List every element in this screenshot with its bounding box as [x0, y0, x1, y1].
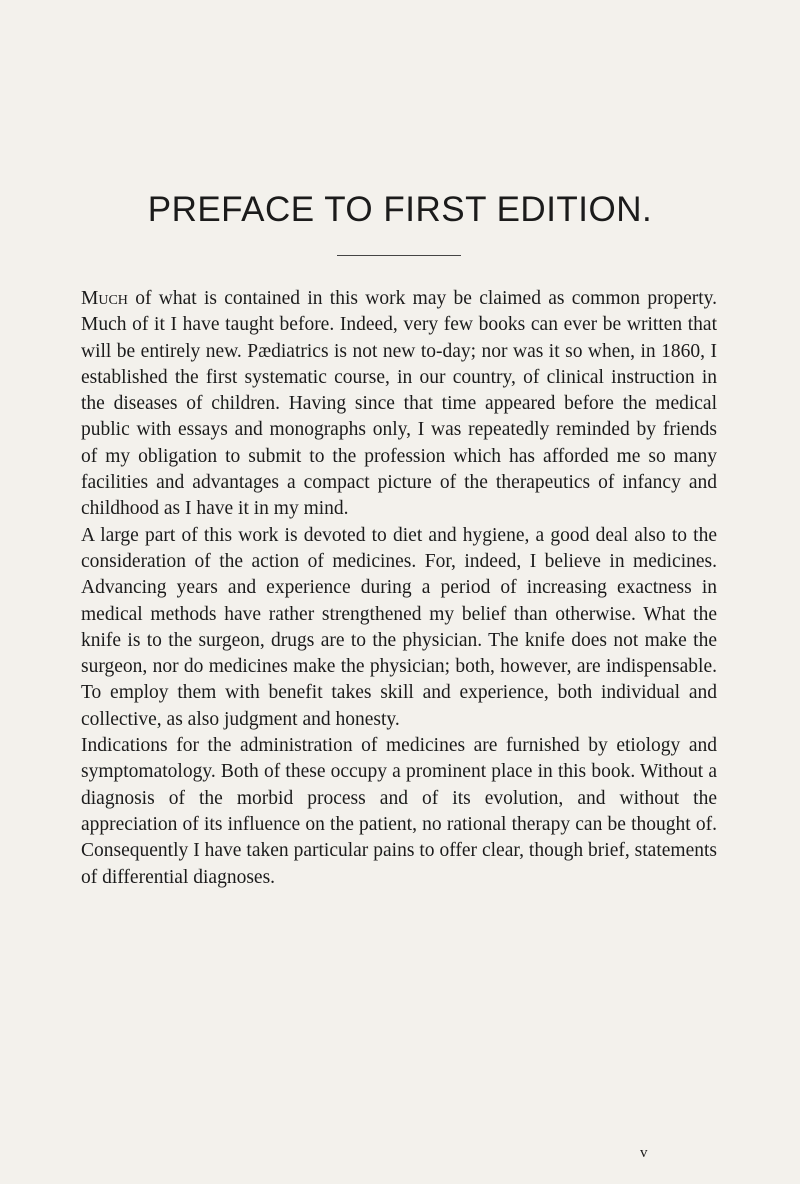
- page-number: v: [640, 1145, 648, 1161]
- paragraph-2: A large part of this work is devoted to diet and hygiene, a good deal also to the consideration of the action of medicines. For, indeed, I believe in medicines. Advancing years and experience during a period of increasing exactness in medical methods have rather strengthened my belief than otherwise. What the knife is to the surgeon, drugs are to the physician. The knife does not make the surgeon, nor do medicines make the physician; both, however, are indispensable. To employ them with benefit takes skill and experience, both individual and collective, as also judgment and honesty.: [81, 524, 717, 730]
- paragraph-1: [81, 286, 717, 523]
- preface-body: [81, 286, 717, 891]
- paragraph-3: Indications for the administration of medicines are furnished by etiology and symptomatology. Both of these occupy a prominent place in this book. Without a diagnosis of the morbid process and of its evolution, and without the appreciation of its influence on the patient, no rational therapy can be thought of. Consequently I have taken particular pains to offer clear, though brief, statements of differential diagnoses.: [81, 735, 717, 888]
- title-rule: [337, 255, 461, 256]
- paragraph-1-lead-word: Much: [81, 288, 128, 309]
- paragraph-1-text: of what is contained in this work may be claimed as common property. Much of it I have taught before. Indeed, very few books can ever be written that will be entirely new. Pædiatrics is not new to-day; nor was it so when, in 1860, I established the first systematic course, in our country, of clinical instruction in the diseases of children. Having since that time appeared before the medical public with essays and monographs only, I was repeatedly reminded by friends of my obligation to submit to the profession which has afforded me so many facilities and advantages a compact picture of the therapeutics of infancy and childhood as I have it in my mind.: [81, 288, 717, 520]
- page-title: PREFACE TO FIRST EDITION.: [147, 190, 653, 229]
